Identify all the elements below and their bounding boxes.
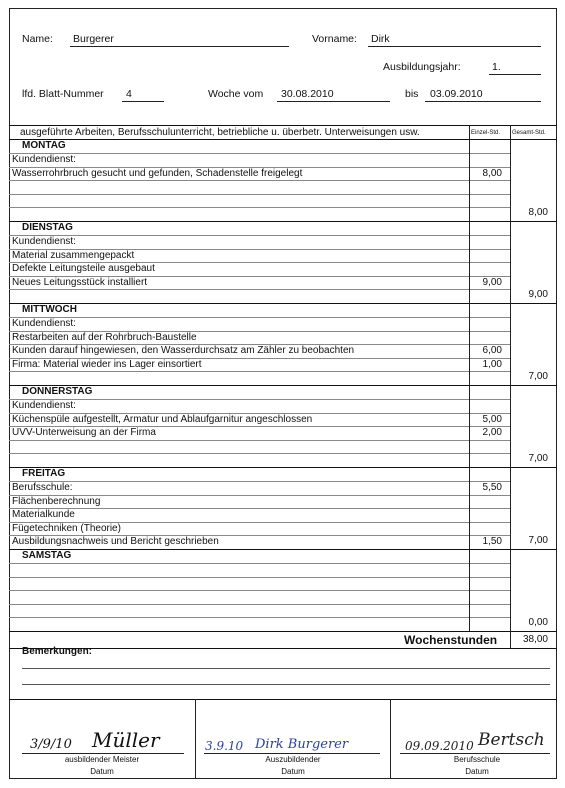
row-hours: 1,00 [482, 358, 502, 370]
day-separator [9, 303, 557, 304]
row-line [9, 453, 510, 454]
signature-divider-2 [390, 699, 391, 779]
day-total: 7,00 [528, 535, 548, 546]
day-total: 9,00 [528, 289, 548, 300]
row-line [9, 289, 510, 290]
ausbildungsjahr-value: 1. [492, 61, 501, 73]
day-name: FREITAG [22, 468, 66, 479]
row-text: UVV-Unterweisung an der Firma [12, 427, 156, 439]
row-text: Kundendienst: [12, 154, 76, 165]
signature-2-line [204, 753, 380, 754]
row-hours: 9,00 [482, 276, 502, 288]
signature-3-date: 09.09.2010 [405, 739, 474, 753]
row-text: Kundendienst: [12, 236, 76, 247]
wochenstunden-value: 38,00 [522, 634, 548, 645]
signature-3-mark: Bertsch [478, 730, 545, 750]
day-name: MONTAG [22, 140, 66, 151]
row-hours: 5,00 [482, 413, 502, 425]
row-text: Küchenspüle aufgestellt, Armatur und Ablaufgarnitur angeschlossen [12, 413, 313, 425]
row-line [9, 194, 510, 195]
row-line [9, 617, 510, 618]
signature-3-datum: Datum [465, 767, 489, 776]
row-line [9, 153, 510, 154]
row-line [9, 371, 510, 372]
row-text: Ausbildungsnachweis und Bericht geschrieben [12, 536, 219, 548]
row-line [9, 440, 510, 441]
row-text: Material zusammengepackt [12, 249, 135, 261]
remarks-label: Bemerkungen: [22, 646, 93, 657]
remarks-line-1 [22, 668, 550, 669]
ausbildungsjahr-underline [489, 74, 541, 75]
row-line [9, 235, 510, 236]
signature-3-role: Berufsschule [453, 755, 501, 764]
row-text: Berufsschule: [12, 482, 73, 493]
day-separator [9, 221, 557, 222]
table-bottom-border [9, 631, 557, 632]
name-value: Burgerer [73, 33, 114, 45]
woche-label: Woche vom [208, 88, 264, 100]
vorname-underline [368, 46, 541, 47]
gesamt-std-header: Gesamt-Std. [512, 130, 546, 136]
blatt-underline [122, 101, 164, 102]
gesamt-column-line [510, 125, 511, 648]
day-total: 0,00 [528, 617, 548, 628]
row-text: Kundendienst: [12, 318, 76, 329]
signature-3-line [400, 753, 550, 754]
row-hours: 6,00 [482, 345, 502, 357]
day-total: 7,00 [528, 371, 548, 382]
row-line [9, 399, 510, 400]
table-top-border [9, 125, 557, 126]
day-separator [9, 549, 557, 550]
row-line [9, 604, 510, 605]
einzel-std-header: Einzel-Std. [471, 130, 501, 136]
row-line [9, 577, 510, 578]
day-name: DIENSTAG [22, 222, 73, 233]
signature-2-role: Auszubildender [265, 755, 321, 764]
remarks-line-2 [22, 684, 550, 685]
row-text: Materialkunde [12, 509, 75, 521]
woche-to-value: 03.09.2010 [430, 88, 483, 100]
row-line [9, 317, 510, 318]
blatt-value: 4 [126, 88, 132, 100]
row-hours: 1,50 [482, 536, 502, 548]
einzel-column-line [469, 125, 470, 631]
row-line [9, 481, 510, 482]
day-total: 8,00 [528, 207, 548, 218]
row-text: Restarbeiten auf der Rohrbruch-Baustelle [12, 331, 197, 343]
woche-from-value: 30.08.2010 [281, 88, 334, 100]
row-text: Firma: Material wieder ins Lager einsortiert [12, 358, 202, 370]
name-underline [70, 46, 289, 47]
signature-1-mark: Müller [92, 728, 160, 752]
row-line [9, 207, 510, 208]
row-text: Defekte Leitungsteile ausgebaut [12, 263, 155, 275]
signature-2-date: 3.9.10 [205, 739, 244, 753]
signature-2-mark: Dirk Burgerer [255, 737, 349, 752]
row-line [9, 590, 510, 591]
signature-top-border [9, 699, 557, 700]
table-column-header: ausgeführte Arbeiten, Berufsschulunterricht, betriebliche u. überbetr. Unterweisungen usw. [20, 127, 420, 138]
signature-1-line [22, 753, 184, 754]
row-text: Kunden darauf hingewiesen, den Wasserdurchsatz am Zähler zu beobachten [12, 345, 355, 357]
signature-divider-1 [195, 699, 196, 779]
woche-to-underline [425, 101, 541, 102]
day-name: MITTWOCH [22, 304, 77, 315]
day-total: 7,00 [528, 453, 548, 464]
wochenstunden-label: Wochenstunden [404, 633, 498, 647]
signature-2-datum: Datum [281, 767, 305, 776]
bis-label: bis [405, 88, 419, 100]
blatt-label: lfd. Blatt-Nummer [22, 88, 104, 100]
row-line [9, 563, 510, 564]
vorname-value: Dirk [371, 33, 390, 45]
vorname-label: Vorname: [312, 33, 357, 45]
row-line [9, 180, 510, 181]
row-text: Wasserrohrbruch gesucht und gefunden, Schadenstelle freigelegt [12, 167, 303, 179]
row-text: Neues Leitungsstück installiert [12, 276, 148, 288]
row-hours: 8,00 [482, 167, 502, 179]
name-label: Name: [22, 33, 53, 45]
row-line [9, 508, 510, 509]
day-separator [9, 467, 557, 468]
row-text: Flächenberechnung [12, 495, 101, 507]
day-name: SAMSTAG [22, 550, 72, 561]
row-hours: 5,50 [482, 482, 502, 493]
row-text: Kundendienst: [12, 400, 76, 411]
signature-1-datum: Datum [90, 767, 114, 776]
ausbildungsjahr-label: Ausbildungsjahr: [383, 61, 461, 73]
row-hours: 2,00 [482, 427, 502, 439]
woche-from-underline [277, 101, 390, 102]
signature-1-date: 3/9/10 [30, 737, 72, 752]
day-name: DONNERSTAG [22, 386, 93, 397]
signature-1-role: ausbildender Meister [64, 755, 140, 764]
row-text: Fügetechniken (Theorie) [12, 522, 121, 534]
table-header-border [9, 139, 557, 140]
